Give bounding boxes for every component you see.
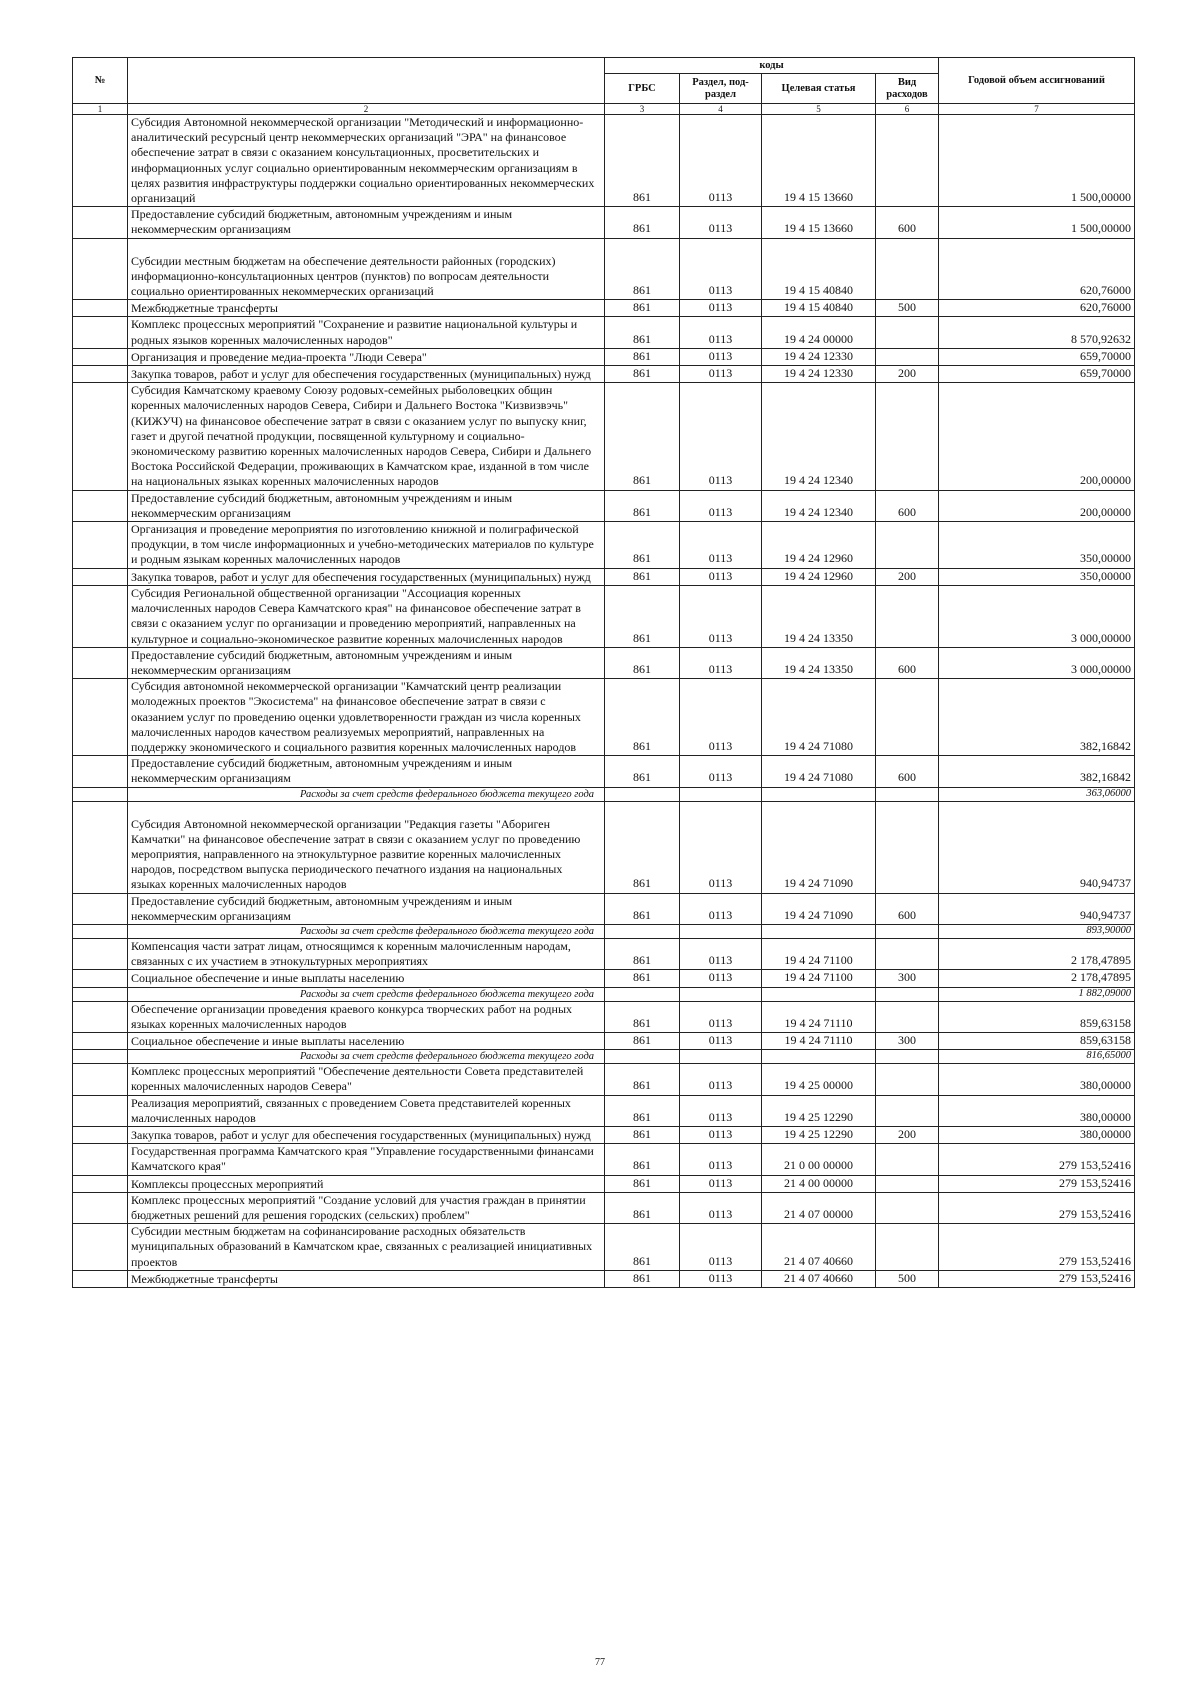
kind-cell: 600 [876, 893, 939, 924]
table-row [73, 1001, 1135, 1032]
grbs-cell: 861 [605, 383, 680, 490]
table-row [73, 1095, 1135, 1126]
section-cell: 0113 [680, 1270, 762, 1287]
table-row [73, 317, 1135, 348]
table-row [73, 490, 1135, 521]
row-name-cell: Компенсация части затрат лицам, относящимся к коренным малочисленным народам, связанных с их участием в этнокультурных мероприятиях [128, 938, 605, 969]
row-number-cell [73, 1192, 128, 1223]
kind-cell [876, 1050, 939, 1064]
grbs-cell: 861 [605, 1064, 680, 1095]
kind-cell: 600 [876, 647, 939, 678]
target-cell: 19 4 25 12290 [762, 1126, 876, 1143]
table-row [73, 938, 1135, 969]
grbs-cell: 861 [605, 1192, 680, 1223]
target-cell: 19 4 24 71080 [762, 756, 876, 787]
table-row [73, 366, 1135, 383]
table-row [73, 893, 1135, 924]
amount-cell: 1 500,00000 [939, 115, 1135, 207]
section-cell: 0113 [680, 647, 762, 678]
row-name-cell: Расходы за счет средств федерального бюджета текущего года [128, 787, 605, 801]
grbs-cell: 861 [605, 348, 680, 365]
section-cell: 0113 [680, 348, 762, 365]
grbs-cell: 861 [605, 207, 680, 238]
amount-cell: 200,00000 [939, 383, 1135, 490]
kind-cell [876, 787, 939, 801]
amount-cell: 3 000,00000 [939, 585, 1135, 647]
row-number-cell [73, 348, 128, 365]
table-row [73, 970, 1135, 987]
target-cell: 19 4 24 71100 [762, 938, 876, 969]
amount-cell: 2 178,47895 [939, 970, 1135, 987]
section-cell: 0113 [680, 317, 762, 348]
target-cell: 19 4 24 71090 [762, 801, 876, 893]
section-cell [680, 787, 762, 801]
grbs-cell: 861 [605, 1270, 680, 1287]
section-cell: 0113 [680, 1095, 762, 1126]
row-name-cell: Комплексы процессных мероприятий [128, 1175, 605, 1192]
row-name-cell: Обеспечение организации проведения краевого конкурса творческих работ на родных языках коренных малочисленных народов [128, 1001, 605, 1032]
kind-cell [876, 801, 939, 893]
amount-cell: 350,00000 [939, 568, 1135, 585]
kind-cell [876, 522, 939, 569]
row-number-cell [73, 1095, 128, 1126]
grbs-cell: 861 [605, 115, 680, 207]
target-cell: 19 4 25 12290 [762, 1095, 876, 1126]
target-cell: 19 4 15 40840 [762, 300, 876, 317]
row-number-cell [73, 238, 128, 300]
kind-cell: 300 [876, 1032, 939, 1049]
table-row [73, 115, 1135, 207]
section-cell: 0113 [680, 938, 762, 969]
budget-table-sheet [72, 57, 1134, 1288]
amount-cell: 3 000,00000 [939, 647, 1135, 678]
kind-cell: 200 [876, 1126, 939, 1143]
row-number-cell [73, 490, 128, 521]
table-row [73, 207, 1135, 238]
table-row [73, 1224, 1135, 1271]
target-cell: 21 4 07 00000 [762, 1192, 876, 1223]
row-number-cell [73, 647, 128, 678]
row-number-cell [73, 317, 128, 348]
table-row [73, 568, 1135, 585]
amount-cell: 380,00000 [939, 1064, 1135, 1095]
target-cell: 19 4 24 13350 [762, 585, 876, 647]
section-cell [680, 987, 762, 1001]
table-row [73, 1192, 1135, 1223]
table-row [73, 300, 1135, 317]
section-cell: 0113 [680, 1032, 762, 1049]
grbs-cell [605, 787, 680, 801]
section-cell: 0113 [680, 383, 762, 490]
col-number: 7 [939, 104, 1135, 115]
target-cell: 21 4 07 40660 [762, 1270, 876, 1287]
section-cell: 0113 [680, 300, 762, 317]
row-name-cell: Предоставление субсидий бюджетным, автономным учреждениям и иным некоммерческим организациям [128, 756, 605, 787]
amount-cell: 382,16842 [939, 679, 1135, 756]
kind-cell [876, 383, 939, 490]
grbs-cell: 861 [605, 756, 680, 787]
target-cell: 19 4 24 71090 [762, 893, 876, 924]
kind-cell: 300 [876, 970, 939, 987]
row-number-cell [73, 1064, 128, 1095]
grbs-cell: 861 [605, 1224, 680, 1271]
col-number: 6 [876, 104, 939, 115]
row-number-cell [73, 568, 128, 585]
row-number-cell [73, 787, 128, 801]
kind-cell: 600 [876, 756, 939, 787]
table-row [73, 1032, 1135, 1049]
grbs-cell: 861 [605, 238, 680, 300]
target-cell: 19 4 24 71110 [762, 1001, 876, 1032]
target-cell: 19 4 24 71110 [762, 1032, 876, 1049]
row-number-cell [73, 366, 128, 383]
amount-cell: 620,76000 [939, 300, 1135, 317]
header-section: Раздел, под-раздел [680, 74, 762, 104]
header-grbs: ГРБС [605, 74, 680, 104]
amount-cell: 380,00000 [939, 1095, 1135, 1126]
table-row [73, 801, 1135, 893]
amount-cell: 279 153,52416 [939, 1192, 1135, 1223]
row-number-cell [73, 924, 128, 938]
grbs-cell: 861 [605, 568, 680, 585]
amount-cell: 279 153,52416 [939, 1224, 1135, 1271]
row-name-cell: Социальное обеспечение и иные выплаты населению [128, 1032, 605, 1049]
section-cell: 0113 [680, 679, 762, 756]
section-cell: 0113 [680, 1224, 762, 1271]
target-cell: 19 4 24 12330 [762, 366, 876, 383]
target-cell [762, 987, 876, 1001]
row-name-cell: Комплекс процессных мероприятий "Сохранение и развитие национальной культуры и родных языков коренных малочисленных народов" [128, 317, 605, 348]
row-number-cell [73, 1270, 128, 1287]
section-cell: 0113 [680, 490, 762, 521]
amount-cell: 8 570,92632 [939, 317, 1135, 348]
table-row [73, 238, 1135, 300]
grbs-cell [605, 924, 680, 938]
row-name-cell: Субсидии местным бюджетам на обеспечение деятельности районных (городских) информационно-консультационных центров (пунктов) по вопросам деятельности социально ориентированных некоммерческих организаций [128, 238, 605, 300]
row-name-cell: Предоставление субсидий бюджетным, автономным учреждениям и иным некоммерческим организациям [128, 893, 605, 924]
kind-cell [876, 938, 939, 969]
amount-cell: 200,00000 [939, 490, 1135, 521]
row-name-cell: Организация и проведение мероприятия по изготовлению книжной и полиграфической продукции, в том числе информационных и учебно-методических материалов по культуре и родным языкам коренных малочисленных народов [128, 522, 605, 569]
row-number-cell [73, 585, 128, 647]
row-name-cell: Предоставление субсидий бюджетным, автономным учреждениям и иным некоммерческим организациям [128, 207, 605, 238]
row-number-cell [73, 970, 128, 987]
target-cell: 21 0 00 00000 [762, 1144, 876, 1175]
target-cell: 19 4 24 71100 [762, 970, 876, 987]
section-cell: 0113 [680, 893, 762, 924]
kind-cell [876, 1001, 939, 1032]
grbs-cell: 861 [605, 317, 680, 348]
budget-table [72, 57, 1135, 1288]
target-cell: 19 4 24 12960 [762, 568, 876, 585]
table-row [73, 1064, 1135, 1095]
amount-cell: 893,90000 [939, 924, 1135, 938]
row-name-cell: Предоставление субсидий бюджетным, автономным учреждениям и иным некоммерческим организациям [128, 490, 605, 521]
row-name-cell: Субсидия Автономной некоммерческой организации "Редакция газеты "Абориген Камчатки" на финансовое обеспечение затрат в связи с оказанием услуг по проведению мероприятия, направленного на этнокультурное развитие коренных малочисленных народов, посредством выпуска периодического печатного издания на национальных языках коренных малочисленных народов [128, 801, 605, 893]
col-number: 5 [762, 104, 876, 115]
row-name-cell: Расходы за счет средств федерального бюджета текущего года [128, 1050, 605, 1064]
target-cell: 19 4 24 71080 [762, 679, 876, 756]
section-cell: 0113 [680, 1192, 762, 1223]
row-name-cell: Расходы за счет средств федерального бюджета текущего года [128, 987, 605, 1001]
amount-cell: 940,94737 [939, 801, 1135, 893]
row-number-cell [73, 1126, 128, 1143]
kind-cell [876, 1192, 939, 1223]
table-row [73, 1126, 1135, 1143]
kind-cell [876, 238, 939, 300]
table-row [73, 1270, 1135, 1287]
grbs-cell: 861 [605, 1175, 680, 1192]
section-cell: 0113 [680, 1144, 762, 1175]
header-codes: коды [605, 58, 939, 74]
grbs-cell [605, 1050, 680, 1064]
grbs-cell: 861 [605, 1126, 680, 1143]
row-name-cell: Государственная программа Камчатского края "Управление государственными финансами Камчатского края" [128, 1144, 605, 1175]
col-number: 1 [73, 104, 128, 115]
amount-cell: 859,63158 [939, 1001, 1135, 1032]
target-cell: 19 4 24 12330 [762, 348, 876, 365]
grbs-cell: 861 [605, 366, 680, 383]
kind-cell: 500 [876, 1270, 939, 1287]
row-name-cell: Предоставление субсидий бюджетным, автономным учреждениям и иным некоммерческим организациям [128, 647, 605, 678]
kind-cell: 200 [876, 366, 939, 383]
kind-cell [876, 987, 939, 1001]
federal-funds-row [73, 987, 1135, 1001]
table-row [73, 756, 1135, 787]
target-cell: 21 4 00 00000 [762, 1175, 876, 1192]
row-name-cell: Расходы за счет средств федерального бюджета текущего года [128, 924, 605, 938]
section-cell: 0113 [680, 1175, 762, 1192]
section-cell: 0113 [680, 970, 762, 987]
target-cell: 21 4 07 40660 [762, 1224, 876, 1271]
section-cell: 0113 [680, 522, 762, 569]
target-cell: 19 4 24 12960 [762, 522, 876, 569]
target-cell: 19 4 25 00000 [762, 1064, 876, 1095]
row-name-cell: Закупка товаров, работ и услуг для обеспечения государственных (муниципальных) нужд [128, 1126, 605, 1143]
amount-cell: 2 178,47895 [939, 938, 1135, 969]
header-no: № [73, 58, 128, 104]
target-cell [762, 1050, 876, 1064]
row-name-cell: Закупка товаров, работ и услуг для обеспечения государственных (муниципальных) нужд [128, 568, 605, 585]
header-kind: Вид расходов [876, 74, 939, 104]
row-number-cell [73, 756, 128, 787]
table-row [73, 1144, 1135, 1175]
row-number-cell [73, 300, 128, 317]
col-number: 2 [128, 104, 605, 115]
row-number-cell [73, 207, 128, 238]
grbs-cell: 861 [605, 647, 680, 678]
amount-cell: 659,70000 [939, 348, 1135, 365]
target-cell: 19 4 15 13660 [762, 207, 876, 238]
amount-cell: 363,06000 [939, 787, 1135, 801]
section-cell: 0113 [680, 1001, 762, 1032]
section-cell [680, 1050, 762, 1064]
header-target: Целевая статья [762, 74, 876, 104]
row-name-cell: Комплекс процессных мероприятий "Создание условий для участия граждан в принятии бюджетных решений для решения городских (сельских) проблем" [128, 1192, 605, 1223]
row-number-cell [73, 1032, 128, 1049]
row-name-cell: Межбюджетные трансферты [128, 1270, 605, 1287]
amount-cell: 859,63158 [939, 1032, 1135, 1049]
section-cell: 0113 [680, 115, 762, 207]
section-cell: 0113 [680, 1064, 762, 1095]
row-name-cell: Социальное обеспечение и иные выплаты населению [128, 970, 605, 987]
grbs-cell: 861 [605, 679, 680, 756]
col-number: 3 [605, 104, 680, 115]
row-number-cell [73, 522, 128, 569]
row-name-cell: Субсидия Камчатскому краевому Союзу родовых-семейных рыболовецких общин коренных малочисленных народов Севера, Сибири и Дальнего Востока "Кизвизвэчь" (КИЖУЧ) на финансовое обеспечение затрат в связи с оказанием услуг по выпуску книг, газет и другой печатной продукции, посвященной культурному и социально-экономическому развитию коренных малочисленных народов Севера, Сибири и Дальнего Востока Российской Федерации, проживающих в Камчатском крае, изданной в том числе на национальных языках коренных малочисленных народов [128, 383, 605, 490]
kind-cell [876, 924, 939, 938]
row-name-cell: Межбюджетные трансферты [128, 300, 605, 317]
section-cell: 0113 [680, 207, 762, 238]
target-cell: 19 4 24 00000 [762, 317, 876, 348]
amount-cell: 279 153,52416 [939, 1270, 1135, 1287]
section-cell: 0113 [680, 238, 762, 300]
table-row [73, 348, 1135, 365]
grbs-cell: 861 [605, 1144, 680, 1175]
table-row [73, 647, 1135, 678]
row-number-cell [73, 1224, 128, 1271]
amount-cell: 279 153,52416 [939, 1175, 1135, 1192]
section-cell: 0113 [680, 366, 762, 383]
table-row [73, 1175, 1135, 1192]
grbs-cell: 861 [605, 490, 680, 521]
row-name-cell: Субсидии местным бюджетам на софинансирование расходных обязательств муниципальных образований в Камчатском крае, связанных с реализацией инициативных проектов [128, 1224, 605, 1271]
kind-cell: 200 [876, 568, 939, 585]
kind-cell: 600 [876, 207, 939, 238]
row-number-cell [73, 115, 128, 207]
header-amount: Годовой объем ассигнований [939, 58, 1135, 104]
amount-cell: 659,70000 [939, 366, 1135, 383]
kind-cell [876, 115, 939, 207]
grbs-cell: 861 [605, 801, 680, 893]
section-cell: 0113 [680, 585, 762, 647]
amount-cell: 380,00000 [939, 1126, 1135, 1143]
grbs-cell: 861 [605, 1001, 680, 1032]
table-row [73, 383, 1135, 490]
grbs-cell: 861 [605, 522, 680, 569]
target-cell: 19 4 24 13350 [762, 647, 876, 678]
row-name-cell: Субсидия Региональной общественной организации "Ассоциация коренных малочисленных народов Севера Камчатского края" на финансовое обеспечение затрат в связи с оказанием услуг по организации и проведению мероприятий, направленных на культурное и социально-экономическое развитие коренных малочисленных народов [128, 585, 605, 647]
row-name-cell: Реализация мероприятий, связанных с проведением Совета представителей коренных малочисленных народов [128, 1095, 605, 1126]
row-name-cell: Субсидия Автономной некоммерческой организации "Методический и информационно-аналитический ресурсный центр некоммерческих организаций "ЭРА" на финансовое обеспечение затрат в связи с оказанием консультационных, просветительских и информационных услуг социально ориентированным некоммерческим организациям в целях развития инфраструктуры поддержки социально ориентированных некоммерческих организаций [128, 115, 605, 207]
amount-cell: 940,94737 [939, 893, 1135, 924]
kind-cell: 500 [876, 300, 939, 317]
grbs-cell [605, 987, 680, 1001]
federal-funds-row [73, 1050, 1135, 1064]
federal-funds-row [73, 787, 1135, 801]
kind-cell [876, 679, 939, 756]
row-number-cell [73, 1050, 128, 1064]
table-row [73, 585, 1135, 647]
row-number-cell [73, 383, 128, 490]
section-cell: 0113 [680, 756, 762, 787]
grbs-cell: 861 [605, 585, 680, 647]
row-name-cell: Комплекс процессных мероприятий "Обеспечение деятельности Совета представителей коренных малочисленных народов Севера" [128, 1064, 605, 1095]
kind-cell [876, 317, 939, 348]
target-cell: 19 4 24 12340 [762, 490, 876, 521]
amount-cell: 816,65000 [939, 1050, 1135, 1064]
kind-cell [876, 1064, 939, 1095]
amount-cell: 382,16842 [939, 756, 1135, 787]
kind-cell [876, 1224, 939, 1271]
grbs-cell: 861 [605, 970, 680, 987]
target-cell: 19 4 24 12340 [762, 383, 876, 490]
amount-cell: 1 882,09000 [939, 987, 1135, 1001]
target-cell: 19 4 15 13660 [762, 115, 876, 207]
row-number-cell [73, 987, 128, 1001]
target-cell [762, 924, 876, 938]
row-name-cell: Субсидия автономной некоммерческой организации "Камчатский центр реализации молодежных проектов "Экосистема" на финансовое обеспечение затрат в связи с оказанием услуг по проведению оценки удовлетворенности граждан из числа коренных малочисленных народов качеством реализуемых мероприятий, направленных на поддержку экономического и социального развития коренных малочисленных народов [128, 679, 605, 756]
target-cell [762, 787, 876, 801]
kind-cell [876, 1175, 939, 1192]
row-number-cell [73, 893, 128, 924]
grbs-cell: 861 [605, 938, 680, 969]
row-name-cell: Организация и проведение медиа-проекта "Люди Севера" [128, 348, 605, 365]
table-row [73, 679, 1135, 756]
row-number-cell [73, 1175, 128, 1192]
amount-cell: 1 500,00000 [939, 207, 1135, 238]
kind-cell [876, 1095, 939, 1126]
grbs-cell: 861 [605, 300, 680, 317]
row-number-cell [73, 1144, 128, 1175]
target-cell: 19 4 15 40840 [762, 238, 876, 300]
col-number: 4 [680, 104, 762, 115]
row-name-cell: Закупка товаров, работ и услуг для обеспечения государственных (муниципальных) нужд [128, 366, 605, 383]
amount-cell: 620,76000 [939, 238, 1135, 300]
grbs-cell: 861 [605, 1032, 680, 1049]
amount-cell: 279 153,52416 [939, 1144, 1135, 1175]
kind-cell: 600 [876, 490, 939, 521]
header-name [128, 58, 605, 104]
amount-cell: 350,00000 [939, 522, 1135, 569]
kind-cell [876, 1144, 939, 1175]
section-cell: 0113 [680, 568, 762, 585]
grbs-cell: 861 [605, 893, 680, 924]
row-number-cell [73, 938, 128, 969]
kind-cell [876, 585, 939, 647]
row-number-cell [73, 801, 128, 893]
table-row [73, 522, 1135, 569]
kind-cell [876, 348, 939, 365]
section-cell: 0113 [680, 1126, 762, 1143]
section-cell [680, 924, 762, 938]
section-cell: 0113 [680, 801, 762, 893]
federal-funds-row [73, 924, 1135, 938]
row-number-cell [73, 1001, 128, 1032]
row-number-cell [73, 679, 128, 756]
grbs-cell: 861 [605, 1095, 680, 1126]
page-number: 77 [595, 1657, 605, 1668]
